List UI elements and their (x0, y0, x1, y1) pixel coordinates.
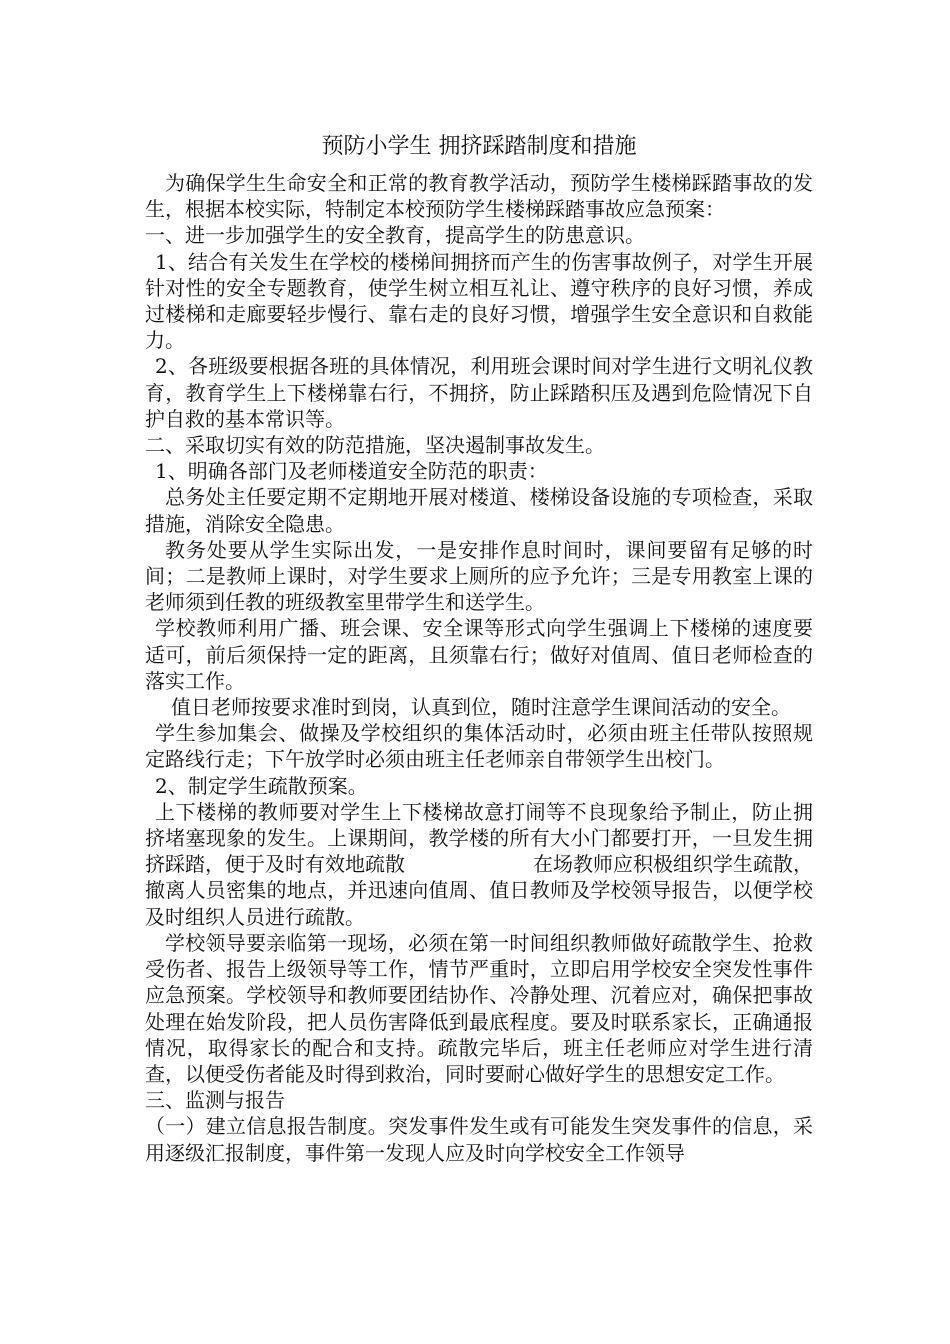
paragraph-student-activities: 学生参加集会、做操及学校组织的集体活动时，必须由班主任带队按照规定路线行走；下午放学时必须由班主任老师亲自带领学生出校门。 (145, 721, 813, 772)
document-body (145, 132, 813, 1166)
paragraph-general-affairs: 总务处主任要定期不定期地开展对楼道、楼梯设备设施的专项检查，采取措施，消除安全隐患。 (145, 485, 813, 536)
section-heading-2: 二、采取切实有效的防范措施，坚决遏制事故发生。 (145, 433, 605, 458)
paragraph-duty-teachers: 值日老师按要求准时到岗，认真到位，随时注意学生课间活动的安全。 (171, 695, 791, 720)
paragraph-2-1-heading: 1、明确各部门及老师楼道安全防范的职责： (155, 459, 548, 484)
section-heading-3: 三、监测与报告 (145, 1088, 285, 1113)
paragraph-3-1: （一）建立信息报告制度。突发事件发生或有可能发生突发事件的信息，采用逐级汇报制度，事件第一发现人应及时向学校安全工作领导 (145, 1114, 813, 1165)
page-title: 预防小学生 拥挤踩踏制度和措施 (321, 134, 637, 159)
paragraph-evacuation-part-1: 上下楼梯的教师要对学生上下楼梯故意打闹等不良现象给予制止，防止拥挤堵塞现象的发生。上课期间，教学楼的所有大小门都要打开，一旦发生拥挤踩踏，便于及时有效地疏散 (145, 799, 813, 877)
paragraph-evacuation-part-2: 在场教师应积极组织学生疏散，撤离人员密集的地点，并迅速向值周、值日教师及学校领导报告，以便学校及时组织人员进行疏散。 (145, 852, 813, 929)
paragraph-academic-affairs: 教务处要从学生实际出发，一是安排作息时间时，课间要留有足够的时间；二是教师上课时，对学生要求上厕所的应予允许；三是专用教室上课的老师须到任教的班级教室里带学生和送学生。 (145, 537, 813, 615)
paragraph-school-leaders: 学校领导要亲临第一现场，必须在第一时间组织教师做好疏散学生、抢救受伤者、报告上级领导等工作，情节严重时，立即启用学校安全突发性事件应急预案。学校领导和教师要团结协作、冷静处理、沉着应对，确保把事故处理在始发阶段，把人员伤害降低到最底程度。要及时联系家长，正确通报情况，取得家长的配合和支持。疏散完毕后，班主任老师应对学生进行清查，以便受伤者能及时得到救治，同时要耐心做好学生的思想安定工作。 (145, 930, 813, 1086)
intro-paragraph: 为确保学生生命安全和正常的教育教学活动，预防学生楼梯踩踏事故的发生，根据本校实际，特制定本校预防学生楼梯踩踏事故应急预案： (145, 171, 813, 222)
paragraph-2-2-heading: 2、制定学生疏散预案。 (155, 773, 368, 798)
section-heading-1: 一、进一步加强学生的安全教育，提高学生的防患意识。 (145, 223, 645, 248)
paragraph-1-1: 1、结合有关发生在学校的楼梯间拥挤而产生的伤害事故例子，对学生开展针对性的安全专题教育，使学生树立相互礼让、遵守秩序的良好习惯，养成过楼梯和走廊要轻步慢行、靠右走的良好习惯，增强学生安全意识和自救能力。 (145, 249, 813, 353)
paragraph-evacuation (145, 799, 813, 930)
paragraph-teachers: 学校教师利用广播、班会课、安全课等形式向学生强调上下楼梯的速度要适可，前后须保持一定的距离，且须靠右行；做好对值周、值日老师检查的落实工作。 (145, 616, 813, 693)
paragraph-1-2: 2、各班级要根据各班的具体情况，利用班会课时间对学生进行文明礼仪教育，教育学生上下楼梯靠右行，不拥挤，防止踩踏积压及遇到危险情况下自护自救的基本常识等。 (145, 354, 813, 431)
